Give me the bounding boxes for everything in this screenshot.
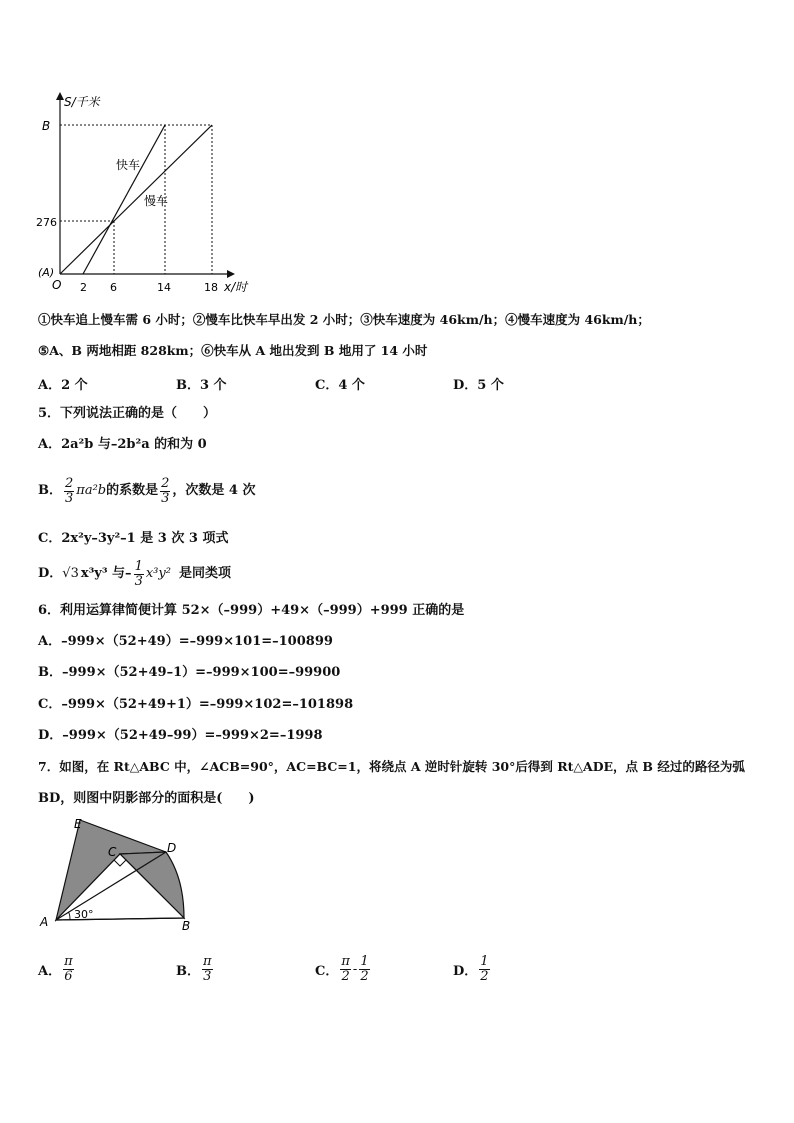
q5-b-suffix: ，次数是 4 次 — [172, 483, 256, 498]
q5-d-frac-num: 1 — [134, 558, 143, 574]
q7-b-den: 3 — [203, 969, 212, 984]
label-B: B — [182, 919, 191, 933]
angle-label: 30° — [74, 908, 94, 921]
q6-stem: 6．利用运算律简便计算 52×（–999）+49×（–999）+999 正确的是 — [38, 603, 465, 618]
y-axis-label: S/千米 — [64, 95, 100, 109]
q7-b-fraction — [202, 955, 213, 984]
q7-d-fraction — [479, 955, 489, 984]
origin-label: O — [52, 278, 62, 292]
q7-c-num1: π — [341, 954, 350, 969]
q5-d-root: √3 — [62, 566, 79, 581]
q6-option-a[interactable]: A．–999×（52+49）=–999×101=–100899 — [38, 634, 333, 649]
q4-option-b[interactable]: B．3 个 — [176, 378, 227, 393]
q5-b-frac2-num: 2 — [161, 475, 170, 491]
q5-d-prefix: D． — [38, 566, 63, 581]
label-E: E — [74, 817, 82, 831]
q5-d-frac-den: 3 — [134, 573, 143, 589]
q5-b-term: πa²b — [76, 483, 107, 498]
q7-c-fraction-2 — [359, 955, 369, 984]
distance-time-graph — [30, 88, 260, 300]
q7-option-b[interactable] — [176, 955, 215, 984]
x-axis-label: x/时 — [224, 280, 248, 294]
q7-d-letter: D． — [453, 964, 478, 979]
slow-car-label: 慢车 — [144, 194, 169, 208]
q7-stem-line1: 7．如图，在 Rt△ABC 中，∠ACB=90°，AC=BC=1，将绕点 A 逆时针旋转 30°后得到 Rt△ADE，点 B 经过的路径为弧 — [38, 759, 745, 774]
label-C: C — [108, 845, 117, 859]
q6-option-c[interactable]: C．–999×（52+49+1）=–999×102=–101898 — [38, 697, 354, 712]
q5-d-term: x³y² — [145, 566, 171, 581]
q5-b-fraction-answer — [160, 477, 170, 506]
q7-a-num: π — [64, 954, 73, 969]
y-label-276: 276 — [36, 216, 57, 229]
q7-c-den1: 2 — [341, 969, 350, 984]
q7-a-fraction — [63, 955, 74, 984]
y-label-B: B — [42, 119, 51, 133]
slow-car-line — [60, 125, 212, 274]
q7-b-num: π — [203, 954, 212, 969]
q5-b-frac1-num: 2 — [65, 475, 74, 491]
q5-b-frac2-den: 3 — [161, 490, 170, 506]
q6-option-d[interactable]: D．–999×（52+49–99）=–999×2=–1998 — [38, 728, 323, 743]
q7-c-fraction-1 — [340, 955, 351, 984]
x-tick-18: 18 — [204, 281, 218, 294]
q7-a-letter: A． — [38, 964, 62, 979]
label-D: D — [167, 841, 177, 855]
q7-stem-line2: BD，则图中阴影部分的面积是( ) — [38, 791, 255, 806]
q7-c-den2: 2 — [360, 969, 369, 984]
fast-car-label: 快车 — [116, 158, 141, 172]
q7-d-num: 1 — [480, 954, 489, 969]
y-label-A: (A) — [38, 266, 55, 279]
q7-a-den: 6 — [64, 969, 73, 984]
y-axis-arrow — [56, 92, 64, 100]
q7-option-a[interactable] — [38, 955, 76, 984]
q5-b-prefix: B． — [38, 483, 62, 498]
q5-option-c[interactable]: C．2x²y–3y²–1 是 3 次 3 项式 — [38, 531, 229, 546]
q5-d-suffix: 是同类项 — [178, 566, 231, 581]
q6-option-b[interactable]: B．–999×（52+49–1）=–999×100=–99900 — [38, 665, 341, 680]
q7-d-den: 2 — [480, 969, 489, 984]
q5-option-b[interactable] — [38, 474, 256, 508]
q4-option-c[interactable]: C．4 个 — [315, 378, 365, 393]
q7-c-num2: 1 — [360, 954, 369, 969]
rotation-figure — [36, 814, 206, 934]
label-A: A — [40, 915, 49, 929]
x-tick-2: 2 — [80, 281, 87, 294]
q4-option-a[interactable]: A．2 个 — [38, 378, 88, 393]
q5-b-text: 的系数是 — [106, 483, 159, 498]
q7-c-letter: C． — [315, 964, 339, 979]
q7-b-letter: B． — [176, 964, 200, 979]
q4-option-d[interactable]: D．5 个 — [453, 378, 504, 393]
q4-statements-line1: ①快车追上慢车需 6 小时；②慢车比快车早出发 2 小时；③快车速度为 46km/h；④慢车速度为 46km/h； — [38, 312, 650, 327]
q7-c-minus: - — [352, 962, 358, 977]
x-tick-6: 6 — [110, 281, 117, 294]
q7-option-d[interactable] — [453, 955, 492, 984]
q5-d-fraction — [134, 560, 144, 589]
q5-option-a[interactable]: A．2a²b 与–2b²a 的和为 0 — [38, 437, 207, 452]
q5-b-frac1-den: 3 — [65, 490, 74, 506]
q5-d-mid: x³y³ 与– — [80, 566, 132, 581]
q7-option-c[interactable] — [315, 955, 372, 984]
q5-stem: 5．下列说法正确的是（ ） — [38, 406, 217, 421]
x-axis-arrow — [227, 270, 235, 278]
q4-statements-line2: ⑤A、B 两地相距 828km；⑥快车从 A 地出发到 B 地用了 14 小时 — [38, 343, 428, 358]
q5-option-d[interactable] — [38, 557, 231, 591]
q5-b-fraction-coef — [64, 477, 74, 506]
x-tick-14: 14 — [157, 281, 171, 294]
